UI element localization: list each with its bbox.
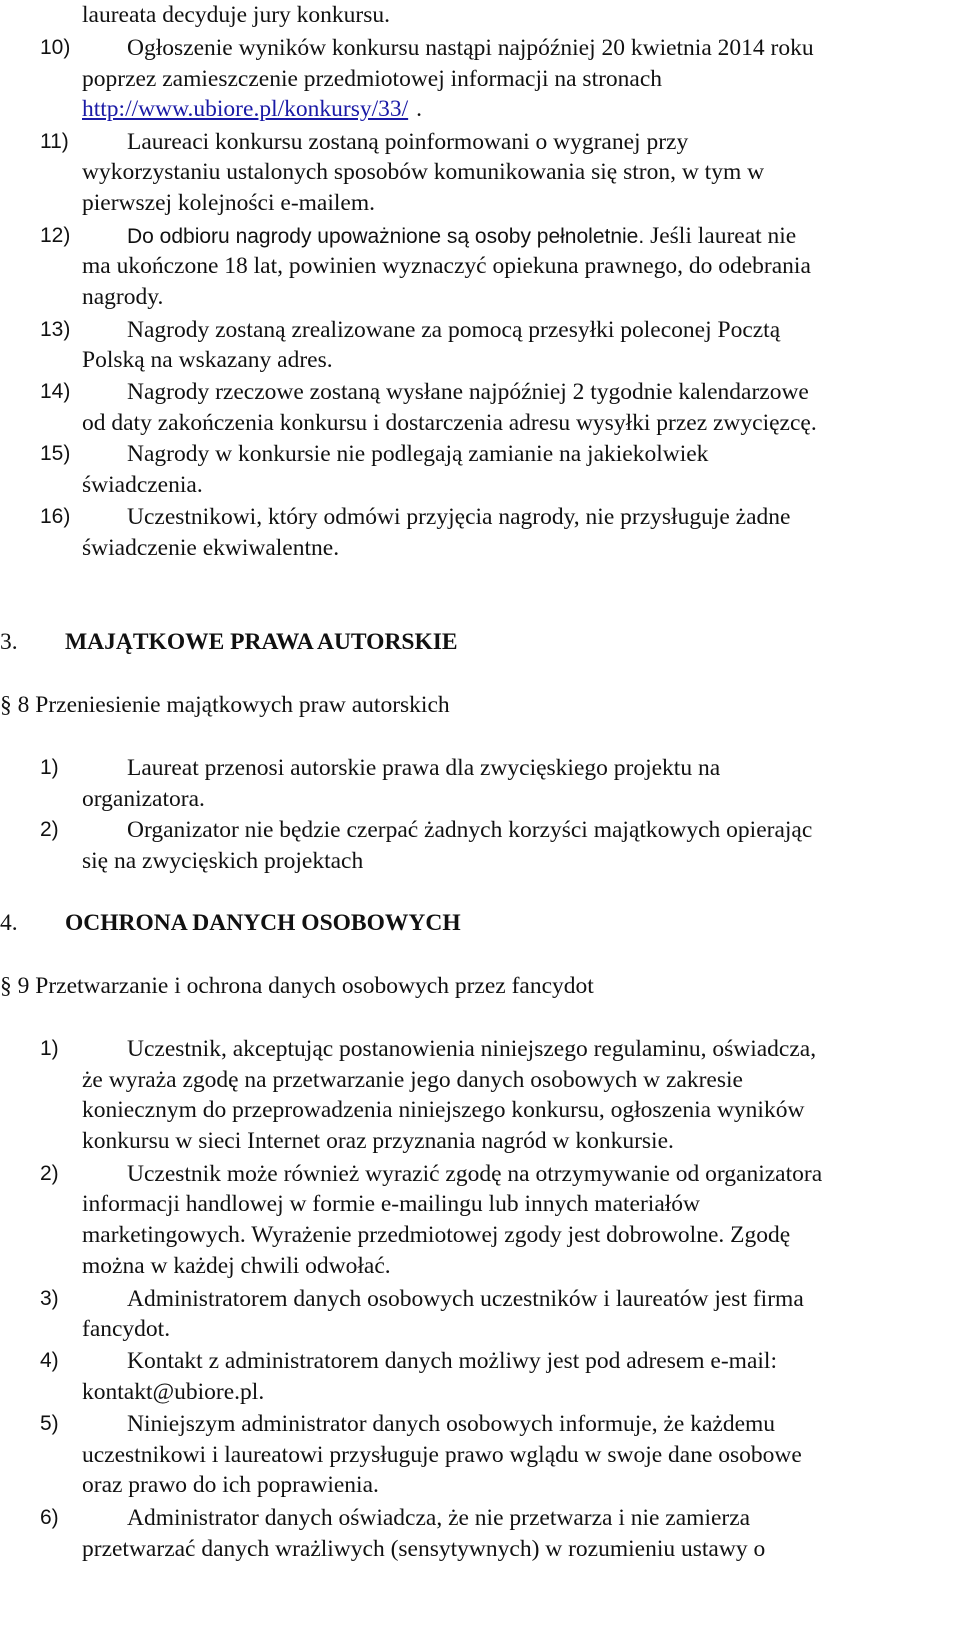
- list-item-text: od daty zakończenia konkursu i dostarczenia adresu wysyłki przez zwycięzcę.: [82, 410, 817, 436]
- top-fragment: laureata decyduje jury konkursu.: [82, 2, 391, 28]
- list-item-text: Polską na wskazany adres.: [82, 347, 333, 373]
- list-item-number: 1): [40, 756, 59, 779]
- list-item-number: 14): [40, 380, 71, 403]
- list-item-text: Administratorem danych osobowych uczestników i laureatów jest firma: [127, 1286, 804, 1312]
- section-number: 4.: [0, 910, 18, 936]
- list-item-text: Uczestnikowi, który odmówi przyjęcia nagrody, nie przysługuje żadne: [127, 504, 791, 530]
- list-item-text: uczestnikowi i laureatowi przysługuje prawo wglądu w swoje dane osobowe: [82, 1442, 802, 1468]
- list-item-number: 2): [40, 1162, 59, 1185]
- section-heading: MAJĄTKOWE PRAWA AUTORSKIE: [65, 629, 458, 655]
- link-suffix: .: [416, 96, 423, 122]
- list-item-text: Organizator nie będzie czerpać żadnych korzyści majątkowych opierając: [127, 817, 813, 843]
- list-item-text: marketingowych. Wyrażenie przedmiotowej zgody jest dobrowolne. Zgodę: [82, 1222, 791, 1248]
- list-item-number: 11): [40, 130, 69, 153]
- list-item-text: pierwszej kolejności e-mailem.: [82, 190, 375, 216]
- list-item-number: 15): [40, 442, 71, 465]
- list-item-number: 16): [40, 505, 71, 528]
- list-item-number: 4): [40, 1349, 59, 1372]
- section-number: 3.: [0, 629, 18, 655]
- list-item-text: koniecznym do przeprowadzenia niniejszego konkursu, ogłoszenia wyników: [82, 1097, 805, 1123]
- list-item-text: Nagrody w konkursie nie podlegają zamianie na jakiekolwiek: [127, 441, 709, 467]
- serif-segment: Jeśli laureat nie: [644, 223, 797, 249]
- list-item-text: informacji handlowej w formie e-mailingu lub innych materiałów: [82, 1191, 700, 1217]
- list-item-text: Niniejszym administrator danych osobowych informuje, że każdemu: [127, 1411, 776, 1437]
- paragraph-title: § 8 Przeniesienie majątkowych praw autorskich: [0, 692, 450, 718]
- list-item-text: Uczestnik, akceptując postanowienia niniejszego regulaminu, oświadcza,: [127, 1036, 817, 1062]
- list-item-text: nagrody.: [82, 284, 164, 310]
- list-item-text: ma ukończone 18 lat, powinien wyznaczyć opiekuna prawnego, do odebrania: [82, 253, 811, 279]
- list-item-text: oraz prawo do ich poprawienia.: [82, 1472, 379, 1498]
- konkurs-link[interactable]: http://www.ubiore.pl/konkursy/33/: [82, 96, 409, 122]
- list-item-text: Nagrody zostaną zrealizowane za pomocą przesyłki poleconej Pocztą: [127, 317, 781, 343]
- list-item-text: Laureat przenosi autorskie prawa dla zwycięskiego projektu na: [127, 755, 721, 781]
- list-item-text: świadczenie ekwiwalentne.: [82, 535, 340, 561]
- list-item-text: przetwarzać danych wrażliwych (sensytywnych) w rozumieniu ustawy o: [82, 1536, 766, 1562]
- list-item-text: wykorzystaniu ustalonych sposobów komunikowania się stron, w tym w: [82, 159, 765, 185]
- list-item-text: [127, 221, 796, 251]
- list-item-text: poprzez zamieszczenie przedmiotowej informacji na stronach: [82, 66, 663, 92]
- list-item-text: fancydot.: [82, 1316, 171, 1342]
- list-item-number: 10): [40, 36, 71, 59]
- list-item-number: 2): [40, 818, 59, 841]
- list-item-text: [82, 94, 422, 124]
- list-item-number: 13): [40, 318, 71, 341]
- list-item-text: Uczestnik może również wyrazić zgodę na otrzymywanie od organizatora: [127, 1161, 823, 1187]
- list-item-text: Laureaci konkursu zostaną poinformowani o wygranej przy: [127, 129, 689, 155]
- sans-segment: Do odbioru nagrody upoważnione są osoby pełnoletnie.: [127, 225, 645, 248]
- list-item-text: Administrator danych oświadcza, że nie przetwarza i nie zamierza: [127, 1505, 751, 1531]
- list-item-text: że wyraża zgodę na przetwarzanie jego danych osobowych w zakresie: [82, 1067, 743, 1093]
- list-item-text: można w każdej chwili odwołać.: [82, 1253, 391, 1279]
- list-item-text: organizatora.: [82, 786, 205, 812]
- list-item-number: 3): [40, 1287, 59, 1310]
- list-item-number: 1): [40, 1037, 59, 1060]
- paragraph-title: § 9 Przetwarzanie i ochrona danych osobowych przez fancydot: [0, 973, 594, 999]
- section-heading: OCHRONA DANYCH OSOBOWYCH: [65, 910, 461, 936]
- list-item-text: Ogłoszenie wyników konkursu nastąpi najpóźniej 20 kwietnia 2014 roku: [127, 35, 814, 61]
- list-item-text: się na zwycięskich projektach: [82, 848, 364, 874]
- list-item-number: 6): [40, 1506, 59, 1529]
- list-item-number: 12): [40, 224, 71, 247]
- list-item-number: 5): [40, 1412, 59, 1435]
- list-item-text: Kontakt z administratorem danych możliwy jest pod adresem e-mail:: [127, 1348, 777, 1374]
- list-item-text: Nagrody rzeczowe zostaną wysłane najpóźniej 2 tygodnie kalendarzowe: [127, 379, 809, 405]
- list-item-text: świadczenia.: [82, 472, 203, 498]
- list-item-text: kontakt@ubiore.pl.: [82, 1379, 265, 1405]
- list-item-text: konkursu w sieci Internet oraz przyznania nagród w konkursie.: [82, 1128, 674, 1154]
